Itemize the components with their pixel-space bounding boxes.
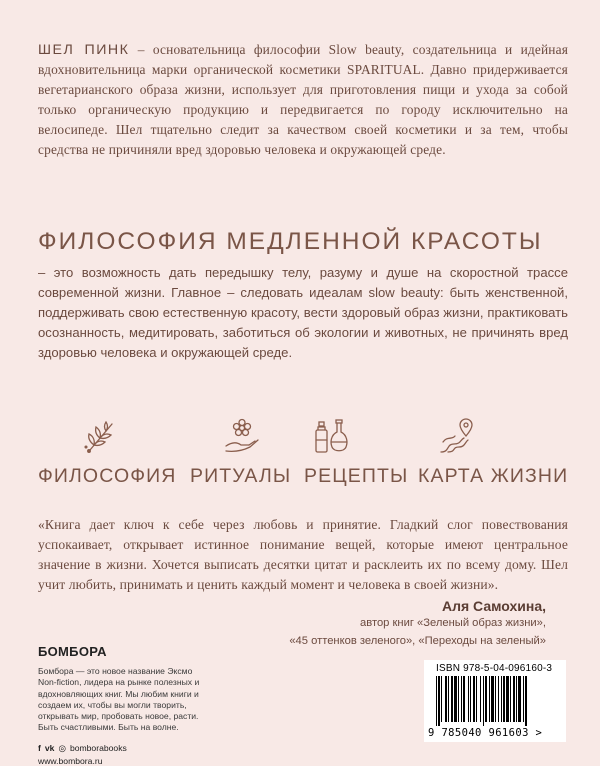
barcode-bar bbox=[480, 676, 481, 722]
instagram-icon: ◎ bbox=[58, 742, 66, 753]
publisher-social-handle: bomborabooks bbox=[69, 743, 127, 754]
barcode-bar bbox=[495, 676, 496, 722]
barcode-bar bbox=[463, 676, 465, 722]
herb-branch-icon bbox=[82, 418, 122, 454]
barcode-bar bbox=[491, 676, 494, 722]
barcode-bar bbox=[518, 676, 521, 722]
barcode-bar bbox=[516, 676, 517, 722]
barcode-bar bbox=[525, 676, 527, 726]
map-route-icon bbox=[438, 418, 478, 454]
facebook-icon: f bbox=[38, 743, 41, 754]
quote-author-line-1: автор книг «Зеленый образ жизни», bbox=[360, 617, 546, 629]
feature-label-philosophy: ФИЛОСОФИЯ bbox=[38, 465, 177, 487]
barcode-bar bbox=[448, 676, 449, 722]
review-quote: «Книга дает ключ к себе через любовь и принятие. Гладкий слог повествования успокаивает, открывает истинное понимание вещей, которые имеют центральное значение в жизни. Хочется выписать десятки цитат и расклеить их по всему дому. Шел учит любить, принимать и ценить каждый момент и человека в своей жизни». bbox=[38, 517, 568, 592]
barcode-bar bbox=[476, 676, 477, 722]
barcode-bar bbox=[445, 676, 447, 722]
quote-author-line-2: «45 оттенков зеленого», «Переходы на зеленый» bbox=[289, 635, 546, 647]
quote-attribution bbox=[246, 598, 546, 650]
isbn-label: ISBN 978-5-04-096160-3 bbox=[436, 663, 553, 674]
barcode-digits: 9 785040 961603 > bbox=[428, 727, 543, 739]
barcode-bar bbox=[506, 676, 509, 722]
barcode-bar bbox=[523, 676, 524, 722]
barcode-bar bbox=[461, 676, 462, 722]
barcode-bar bbox=[503, 676, 505, 722]
publisher-logo: БОМБОРА bbox=[38, 644, 107, 659]
philosophy-text: – это возможность дать передышку телу, разуму и душе на скоростной трассе современной жизни. Главное – следовать идеалам slow beauty: быть женственной, поддерживать свою естественную красоту, вести здоровый образ жизни, практиковать осознанность, медитировать, заботиться об экологии и животных, не причинять вред здоровью человека и окружающей среде. bbox=[38, 265, 568, 360]
publisher-description: Бомбора — это новое название Эксмо Non-fiction, лидера на рынке полезных и вдохновляющих книг. Мы любим книги и создаем их, чтобы вы могли творить, открывать мир, пробовать новое, расти. Быть счастливыми. Быть на волне. bbox=[38, 666, 200, 733]
vk-icon: vk bbox=[44, 743, 55, 754]
author-bio bbox=[38, 40, 568, 160]
barcode bbox=[424, 660, 566, 742]
barcode-bar bbox=[483, 676, 484, 726]
barcode-bar bbox=[441, 676, 442, 722]
author-bio-text: – основательница философии Slow beauty, создательница и идейная вдохновительница марки органической косметики SPARITUAL. Давно придерживается вегетарианского образа жизни, использует для приготовления пищи и ухода за собой только органическую продукцию и передвигается по городу исключительно на велосипеде. Шел тщательно следит за качеством своей косметики и за тем, чтобы средства не причиняли вред здоровью человека и окружающей среде. bbox=[38, 42, 568, 157]
barcode-bar bbox=[436, 676, 437, 726]
barcode-bar bbox=[510, 676, 511, 722]
feature-labels bbox=[0, 465, 600, 491]
flower-hand-icon bbox=[222, 418, 262, 454]
barcode-bar bbox=[498, 676, 499, 722]
barcode-bar bbox=[458, 676, 459, 722]
barcode-bars bbox=[436, 676, 558, 726]
barcode-bar bbox=[451, 676, 453, 722]
feature-label-recipes: РЕЦЕПТЫ bbox=[304, 465, 409, 487]
barcode-bar bbox=[454, 676, 457, 722]
barcode-bar bbox=[501, 676, 502, 722]
feature-icons bbox=[0, 418, 600, 454]
bottles-icon bbox=[312, 418, 352, 454]
barcode-bar bbox=[489, 676, 490, 722]
barcode-bar bbox=[473, 676, 475, 722]
feature-label-life-map: КАРТА ЖИЗНИ bbox=[418, 465, 569, 487]
feature-label-rituals: РИТУАЛЫ bbox=[190, 465, 292, 487]
publisher-social bbox=[38, 743, 308, 754]
barcode-bar bbox=[468, 676, 469, 722]
publisher-site: www.bombora.ru bbox=[38, 755, 103, 766]
barcode-bar bbox=[513, 676, 515, 722]
publisher-block bbox=[38, 644, 308, 766]
barcode-bar bbox=[438, 676, 440, 726]
author-name: ШЕЛ ПИНК bbox=[38, 42, 130, 58]
barcode-bar bbox=[485, 676, 487, 722]
barcode-bar bbox=[470, 676, 471, 722]
philosophy-heading: ФИЛОСОФИЯ МЕДЛЕННОЙ КРАСОТЫ bbox=[38, 228, 543, 255]
quote-author: Аля Самохина, bbox=[441, 598, 546, 614]
